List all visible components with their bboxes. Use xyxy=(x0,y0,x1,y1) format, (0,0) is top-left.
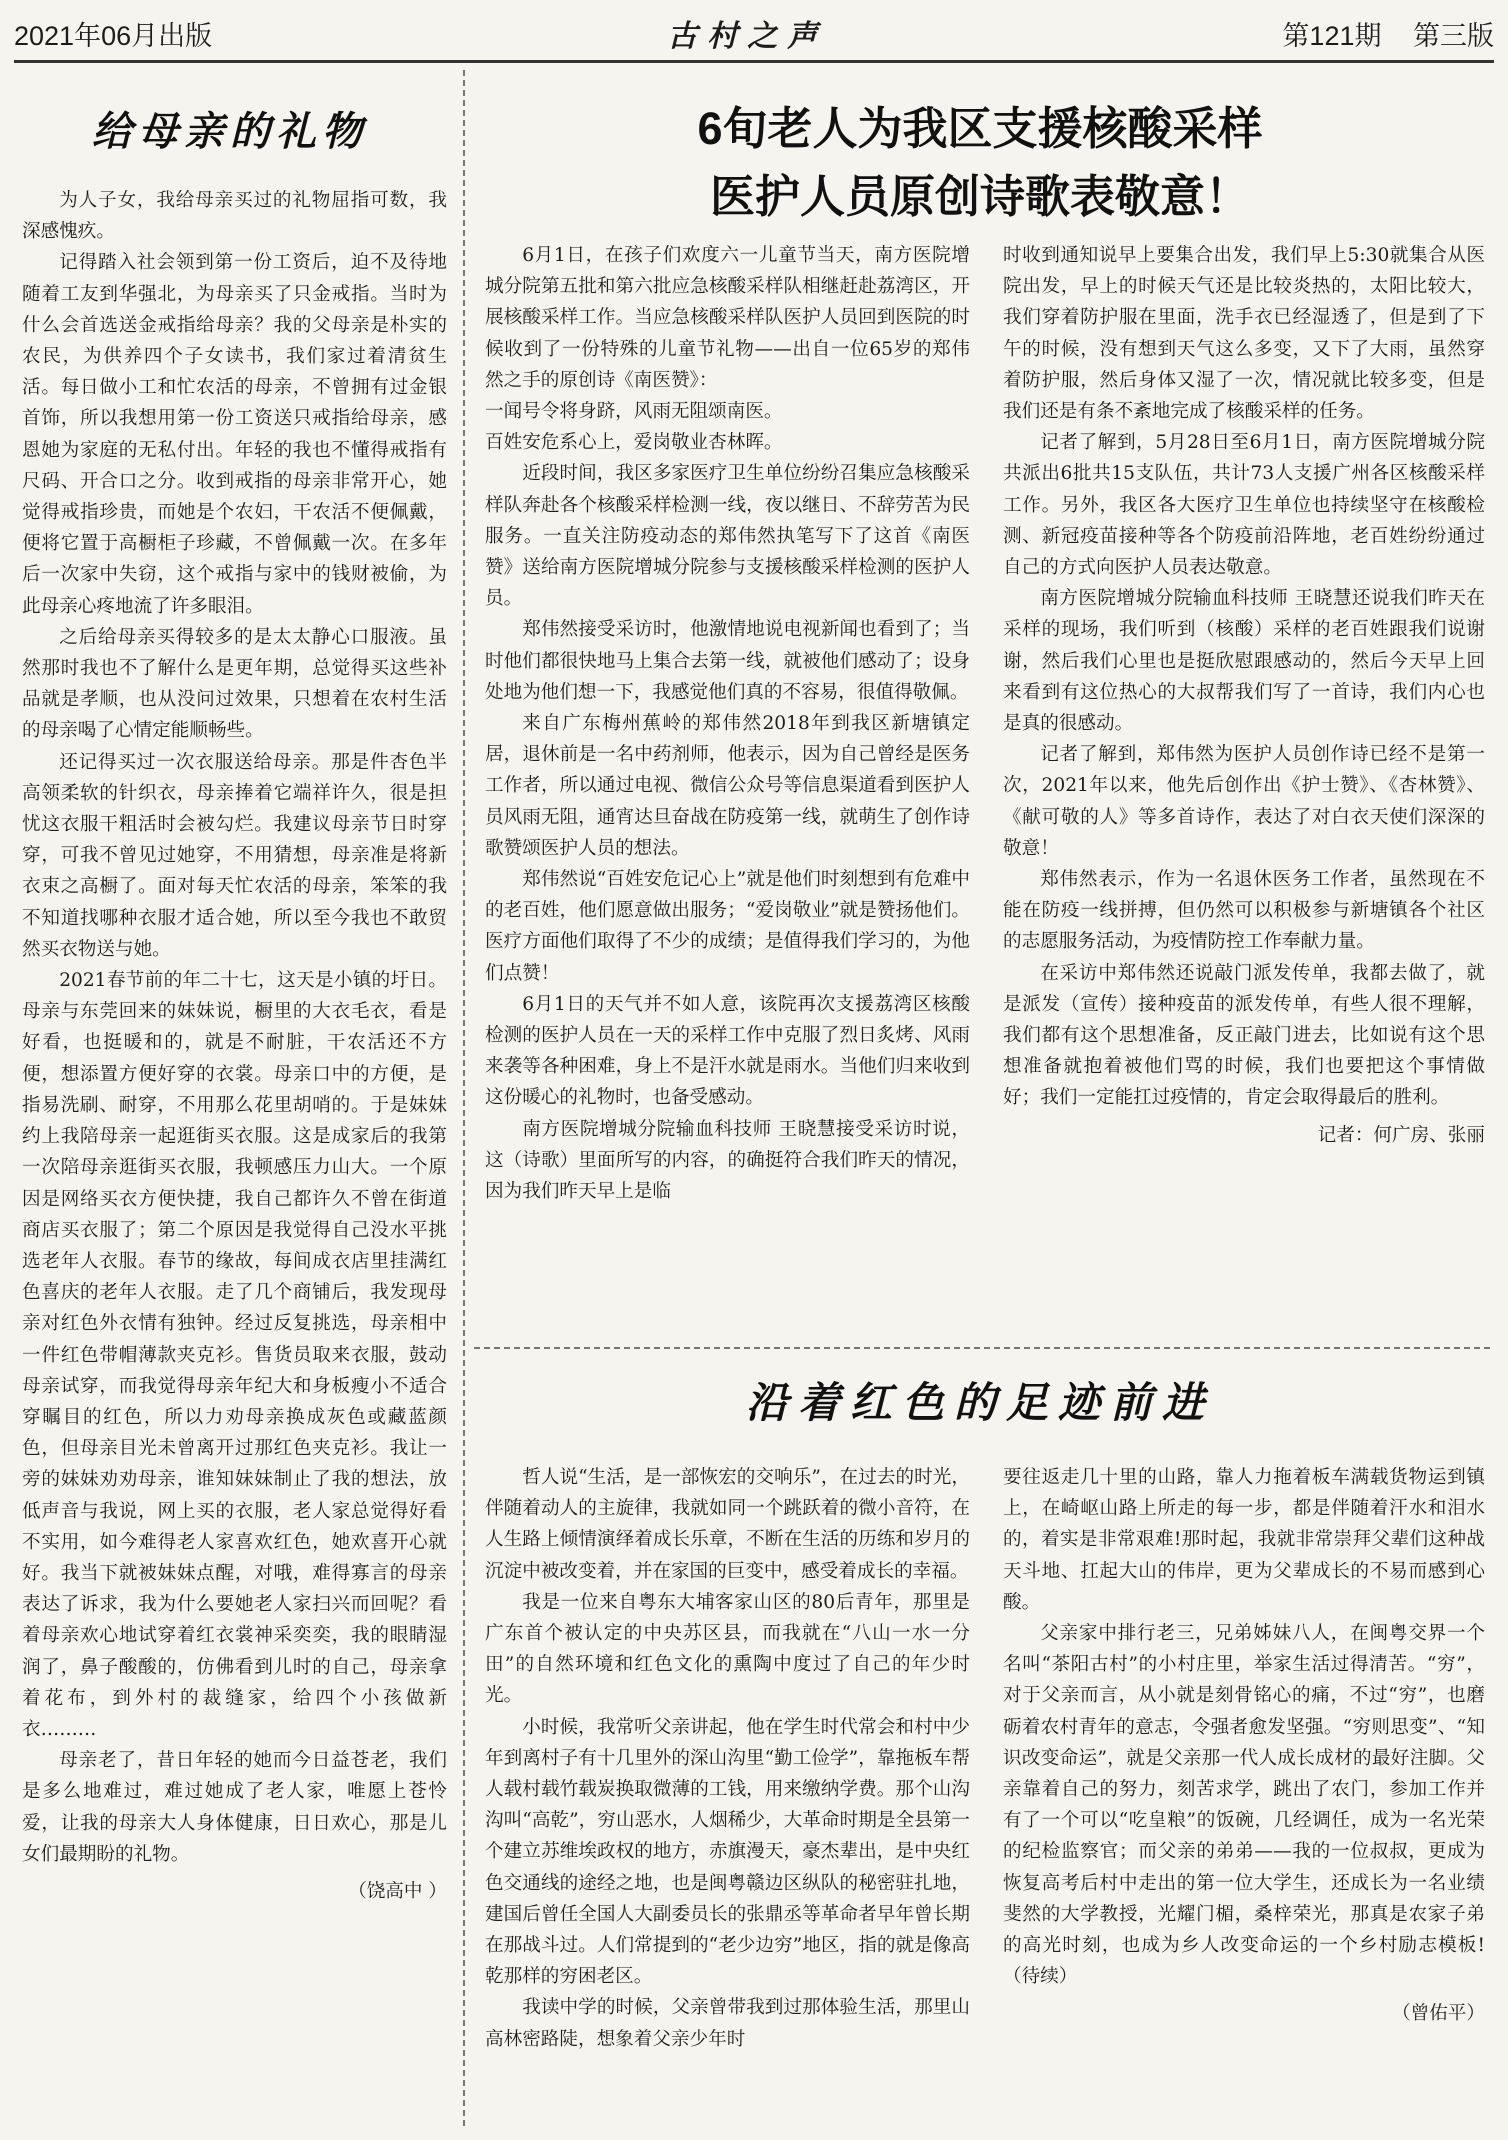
left-article-body xyxy=(22,185,447,1907)
main-article-column-2 xyxy=(1003,240,1485,1151)
paragraph: 要往返走几十里的山路，靠人力拖着板车满载货物运到镇上，在崎岖山路上所走的每一步，都是伴随着汗水和泪水的，着实是非常艰难!那时起，我就非常崇拜父辈们这种战天斗地、扛起大山的伟岸，更为父辈成长的不易而感到心酸。 xyxy=(1003,1467,1485,1613)
paragraph: 还记得买过一次衣服送给母亲。那是件杏色半高领柔软的针织衣，母亲捧着它端祥许久，很是担忧这衣服干粗活时会被勾烂。我建议母亲节日时穿穿，可我不曾见过她穿，不用猜想，母亲准是将新衣束之高橱了。面对每天忙农活的母亲，笨笨的我不知道找哪种衣服才适合她，所以至今我也不敢贸然买衣物送与她。 xyxy=(22,751,447,960)
bottom-article-column-1 xyxy=(485,1462,970,2055)
main-title-line-2: 医护人员原创诗歌表敬意！ xyxy=(709,171,1250,222)
paragraph: 在采访中郑伟然还说敲门派发传单，我都去做了，就是派发（宣传）接种疫苗的派发传单，有些人很不理解，我们都有这个思想准备，反正敲门进去，比如说有这个思想准备就抱着被他们骂的时候，我们也要把这个事情做好；我们一定能扛过疫情的，肯定会取得最后的胜利。 xyxy=(1003,962,1485,1109)
poem-line: 百姓安危系心上，爱岗敬业杏林晖。 xyxy=(485,432,783,454)
issue-date: 2021年06月出版 xyxy=(14,20,213,51)
paragraph: 6月1日，在孩子们欢度六一儿童节当天，南方医院增城分院第五批和第六批应急核酸采样队相继赶赴荔湾区，开展核酸采样工作。当应急核酸采样队医护人员回到医院的时候收到了一份特殊的儿童节礼物——出自一位65岁的郑伟然之手的原创诗《南医赞》： xyxy=(485,245,970,391)
issue-info xyxy=(1282,14,1494,53)
paragraph: 记者了解到，5月28日至6月1日，南方医院增城分院共派出6批共15支队伍，共计73人支援广州各区核酸采样工作。另外，我区各大医疗卫生单位也持续坚守在核酸检测、新冠疫苗接种等各个防疫前沿阵地，老百姓纷纷通过自己的方式向医护人员表达敬意。 xyxy=(1003,432,1485,579)
paragraph: 之后给母亲买得较多的是太太静心口服液。虽然那时我也不了解什么是更年期，总觉得买这些补品就是孝顺，也从没问过效果，只想着在农村生活的母亲喝了心情定能顺畅些。 xyxy=(22,626,447,742)
paragraph: 记得踏入社会领到第一份工资后，迫不及待地随着工友到华强北，为母亲买了只金戒指。当时为什么会首选送金戒指给母亲？我的父母亲是朴实的农民，为供养四个子女读书，我们家过着清贫生活。每日做小工和忙农活的母亲，不曾拥有过金银首饰，所以我想用第一份工资送只戒指给母亲，感恩她为家庭的无私付出。年轻的我也不懂得戒指有尺码、开合口之分。收到戒指的母亲非常开心，她觉得戒指珍贵，而她是个农妇，干农活不便佩戴，便将它置于高橱柜子珍藏，不曾佩戴一次。在多年后一次家中失窃，这个戒指与家中的钱财被偷，为此母亲心疼地流了许多眼泪。 xyxy=(22,252,447,617)
paragraph: 记者了解到，郑伟然为医护人员创作诗已经不是第一次，2021年以来，他先后创作出《护士赞》、《杏林赞》、《献可敬的人》等多首诗作，表达了对白衣天使们深深的敬意！ xyxy=(1003,744,1485,859)
masthead-rule xyxy=(14,60,1494,63)
paper-name: 古村之声 xyxy=(667,19,828,54)
issue-number: 第121期 xyxy=(1282,20,1382,51)
byline: 记者：何广房、张丽 xyxy=(1317,1124,1485,1146)
main-article-title xyxy=(480,95,1480,231)
paragraph: 郑伟然接受采访时，他激情地说电视新闻也看到了；当时他们都很快地马上集合去第一线，就被他们感动了；设身处地为他们想一下，我感觉他们真的不容易，很值得敬佩。 xyxy=(485,619,970,703)
masthead xyxy=(14,8,1494,58)
main-title-line-1: 6旬老人为我区支援核酸采样 xyxy=(697,103,1263,154)
paragraph: 小时候，我常听父亲讲起，他在学生时代常会和村中少年到离村子有十几里外的深山沟里“勤工俭学”，靠拖板车帮人载村载竹载炭换取微薄的工钱，用来缴纳学费。那个山沟沟叫“高乾”，穷山恶水，人烟稀少，大革命时期是全县第一个建立苏维埃政权的地方，赤旗漫天，豪杰辈出，是中央红色交通线的途经之地，也是闽粤赣边区纵队的秘密驻扎地，建国后曾任全国人大副委员长的张鼎丞等革命者早年曾长期在那战斗过。人们常提到的“老少边穷”地区，指的就是像高乾那样的穷困老区。 xyxy=(485,1716,970,1988)
paragraph: 母亲老了，昔日年轻的她而今日益苍老，我们是多么地难过，难过她成了老人家，唯愿上苍怜爱，让我的母亲大人身体健康，日日欢心，那是儿女们最期盼的礼物。 xyxy=(22,1750,447,1865)
paragraph: 2021春节前的年二十七，这天是小镇的圩日。母亲与东莞回来的妹妹说，橱里的大衣毛衣，看是好看，也挺暖和的，就是不耐脏，干农活还不方便，想添置方便好穿的衣裳。母亲口中的方便，是指易洗刷、耐穿，不用那么花里胡哨的。于是妹妹约上我陪母亲一起逛街买衣服。这是成家后的我第一次陪母亲逛街买衣服，我顿感压力山大。一个原因是网络买衣方便快捷，我自己都许久不曾在街道商店买衣服了；第二个原因是我觉得自己没水平挑选老年人衣服。春节的缘故，每间成衣店里挂满红色喜庆的老年人衣服。走了几个商铺后，我发现母亲对红色外衣情有独钟。经过反复挑选，母亲相中一件红色带帽薄款夹克衫。售货员取来衣服，鼓动母亲试穿，而我觉得母亲年纪大和身板瘦小不适合穿瞩目的红色，所以力劝母亲换成灰色或藏蓝颜色，但母亲目光未曾离开过那红色夹克衫。我让一旁的妹妹劝劝母亲，谁知妹妹制止了我的想法，放低声音与我说，网上买的衣服，老人家总觉得好看不实用，如今难得老人家喜欢红色，她欢喜开心就好。我当下就被妹妹点醒，对哦，难得寡言的母亲表达了诉求，我为什么要她老人家扫兴而回呢？看着母亲欢心地试穿着红衣裳神采奕奕，我的眼睛湿润了，鼻子酸酸的，仿佛看到儿时的自己，母亲拿着花布，到外村的裁缝家，给四个小孩做新衣……… xyxy=(22,970,447,1740)
paragraph: 父亲家中排行老三，兄弟姊妹八人，在闽粤交界一个名叫“茶阳古村”的小村庄里，举家生活过得清苦。“穷”，对于父亲而言，从小就是刻骨铭心的痛，不过“穷”，也磨砺着农村青年的意志，令强者愈发坚强。“穷则思变”、“知识改变命运”，就是父亲那一代人成长成材的最好注脚。父亲靠着自己的努力，刻苦求学，跳出了农门，参加工作并有了一个可以“吃皇粮”的饭碗，几经调任，成为一名光荣的纪检监察官；而父亲的弟弟——我的一位叔叔，更成为恢复高考后村中走出的第一位大学生，还成长为一名业绩斐然的大学教授，光耀门楣，桑梓荣光，那真是农家子弟的高光时刻，也成为乡人改变命运的一个乡村励志模板!（待续） xyxy=(1003,1623,1485,1988)
section-divider xyxy=(474,1347,1490,1349)
paragraph: 时收到通知说早上要集合出发，我们早上5:30就集合从医院出发，早上的时候天气还是比较炎热的，太阳比较大，我们穿着防护服在里面，洗手衣已经湿透了，但是到了下午的时候，没有想到天气这么多变，又下了大雨，虽然穿着防护服，然后身体又湿了一次，情况就比较多变，但是我们还是有条不紊地完成了核酸采样的任务。 xyxy=(1003,245,1485,423)
paragraph: 南方医院增城分院输血科技师 王晓慧还说我们昨天在采样的现场，我们听到（核酸）采样的老百姓跟我们说谢谢，然后我们心里也是挺欣慰跟感动的，然后今天早上回来看到有这位热心的大叔帮我们写了一首诗，我们内心也是真的很感动。 xyxy=(1003,588,1485,735)
paragraph: 南方医院增城分院输血科技师 王晓慧接受采访时说，这（诗歌）里面所写的内容，的确挺符合我们昨天的情况，因为我们昨天早上是临 xyxy=(485,1118,970,1203)
bottom-article-title: 沿着红色的足迹前进 xyxy=(745,1378,1214,1427)
paragraph: 来自广东梅州蕉岭的郑伟然2018年到我区新塘镇定居，退休前是一名中药剂师，他表示，因为自己曾经是医务工作者，所以通过电视、微信公众号等信息渠道看到医护人员风雨无阻，通宵达旦奋战在防疫第一线，就萌生了创作诗歌赞颂医护人员的想法。 xyxy=(485,713,970,859)
byline: （饶高中 ） xyxy=(348,1880,447,1902)
paragraph: 我是一位来自粤东大埔客家山区的80后青年，那里是广东首个被认定的中央苏区县，而我就在“八山一水一分田”的自然环境和红色文化的熏陶中度过了自己的年少时光。 xyxy=(485,1591,970,1707)
paragraph: 郑伟然说“百姓安危记心上”就是他们时刻想到有危难中的老百姓，他们愿意做出服务；“爱岗敬业”就是赞扬他们。医疗方面他们取得了不少的成绩；是值得我们学习的，为他们点赞！ xyxy=(485,869,970,984)
paragraph: 近段时间，我区多家医疗卫生单位纷纷召集应急核酸采样队奔赴各个核酸采样检测一线，夜以继日、不辞劳苦为民服务。一直关注防疫动态的郑伟然执笔写下了这首《南医赞》送给南方医院增城分院参与支援核酸采样检测的医护人员。 xyxy=(485,463,970,610)
poem-line: 一闻号令将身跻，风雨无阻颂南医。 xyxy=(485,401,783,423)
paragraph: 我读中学的时候，父亲曾带我到过那体验生活，那里山高林密路陡，想象着父亲少年时 xyxy=(485,1997,970,2050)
byline: （曾佑平） xyxy=(1392,2003,1485,2025)
paragraph: 郑伟然表示，作为一名退休医务工作者，虽然现在不能在防疫一线拼搏，但仍然可以积极参与新塘镇各个社区的志愿服务活动，为疫情防控工作奉献力量。 xyxy=(1003,869,1485,953)
left-article-title: 给母亲的礼物 xyxy=(92,108,368,155)
paragraph: 6月1日的天气并不如人意，该院再次支援荔湾区核酸检测的医护人员在一天的采样工作中克服了烈日炙烤、风雨来袭等各种困难，身上不是汗水就是雨水。当他们归来收到这份暖心的礼物时，也备受感动。 xyxy=(485,993,970,1109)
paragraph: 哲人说“生活，是一部恢宏的交响乐”，在过去的时光，伴随着动人的主旋律，我就如同一个跳跃着的微小音符，在人生路上倾情演绎着成长乐章，不断在生活的历练和岁月的沉淀中被改变着，并在家国的巨变中，感受着成长的幸福。 xyxy=(485,1467,970,1582)
page-number: 第三版 xyxy=(1413,20,1494,51)
bottom-article-column-2 xyxy=(1003,1462,1485,2030)
column-divider xyxy=(463,70,465,2126)
paragraph: 为人子女，我给母亲买过的礼物屈指可数，我深感愧疚。 xyxy=(22,190,447,243)
main-article-column-1 xyxy=(485,240,970,1207)
